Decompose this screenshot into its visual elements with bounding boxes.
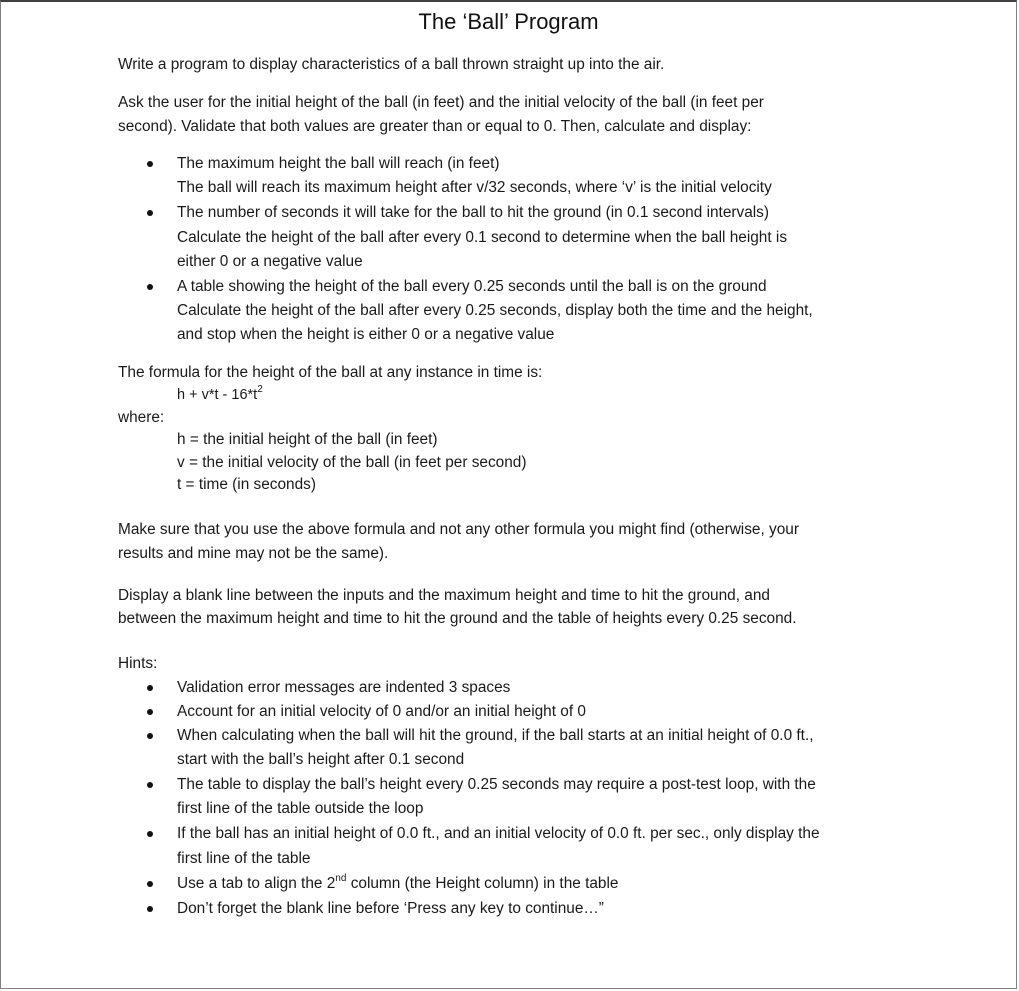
bullet-icon xyxy=(147,161,153,167)
ask-text-line-1: Ask the user for the initial height of the ball (in feet) and the initial velocity of the ball (in feet per xyxy=(118,94,764,111)
hint-7: Don’t forget the blank line before ‘Press any key to continue…” xyxy=(177,900,604,917)
hint-3-line-1: When calculating when the ball will hit the ground, if the ball starts at an initial height of 0.0 ft., xyxy=(177,727,814,744)
display-item-3-line-1: A table showing the height of the ball every 0.25 seconds until the ball is on the ground xyxy=(177,278,767,295)
formula-text: h + v*t - 16*t xyxy=(177,387,258,403)
hint-3-line-2: start with the ball’s height after 0.1 second xyxy=(177,751,465,768)
bullet-icon xyxy=(147,685,153,691)
bullet-icon xyxy=(147,210,153,216)
hints-label: Hints: xyxy=(118,655,158,672)
blank-line-text-2: between the maximum height and time to hit the ground and the table of heights every 0.25 second. xyxy=(118,610,797,627)
display-item-2-line-3: either 0 or a negative value xyxy=(177,253,363,270)
display-item-1-line-1: The maximum height the ball will reach (in feet) xyxy=(177,155,500,172)
display-item-1-line-2: The ball will reach its maximum height after v/32 seconds, where ‘v’ is the initial velocity xyxy=(177,179,772,196)
hint-4-line-1: The table to display the ball’s height every 0.25 seconds may require a post-test loop, with the xyxy=(177,776,816,793)
hint-5-line-1: If the ball has an initial height of 0.0 ft., and an initial velocity of 0.0 ft. per sec., only display the xyxy=(177,825,820,842)
makesure-line-1: Make sure that you use the above formula and not any other formula you might find (otherwise, your xyxy=(118,521,799,538)
display-item-2-line-2: Calculate the height of the ball after every 0.1 second to determine when the ball height is xyxy=(177,229,788,246)
display-item-3-line-3: and stop when the height is either 0 or a negative value xyxy=(177,326,555,343)
makesure-line-2: results and mine may not be the same). xyxy=(118,545,389,562)
formula-intro: The formula for the height of the ball at any instance in time is: xyxy=(118,364,543,381)
bullet-icon xyxy=(147,284,153,290)
hint-4-line-2: first line of the table outside the loop xyxy=(177,800,424,817)
hint-2: Account for an initial velocity of 0 and/or an initial height of 0 xyxy=(177,703,586,720)
hint-6 xyxy=(177,874,618,894)
hint-1: Validation error messages are indented 3 spaces xyxy=(177,679,511,696)
hint-6-sup: nd xyxy=(335,872,347,884)
blank-line-text-1: Display a blank line between the inputs and the maximum height and time to hit the ground, and xyxy=(118,587,770,604)
display-item-2-line-1: The number of seconds it will take for the ball to hit the ground (in 0.1 second intervals) xyxy=(177,204,769,221)
bullet-icon xyxy=(147,906,153,912)
ask-text-line-2: second). Validate that both values are greater than or equal to 0. Then, calculate and display: xyxy=(118,118,752,135)
hint-6-pre: Use a tab to align the 2 xyxy=(177,875,336,892)
formula xyxy=(177,385,263,405)
page-title: The ‘Ball’ Program xyxy=(418,9,599,34)
bullet-icon xyxy=(147,709,153,715)
formula-exponent: 2 xyxy=(257,384,263,396)
where-label: where: xyxy=(118,409,165,426)
definition-v: v = the initial velocity of the ball (in feet per second) xyxy=(177,454,527,471)
bullet-icon xyxy=(147,831,153,837)
bullet-icon xyxy=(147,881,153,887)
bullet-icon xyxy=(147,782,153,788)
bullet-icon xyxy=(147,733,153,739)
definition-h: h = the initial height of the ball (in feet) xyxy=(177,431,438,448)
intro-text: Write a program to display characteristics of a ball thrown straight up into the air. xyxy=(118,56,665,73)
display-item-3-line-2: Calculate the height of the ball after every 0.25 seconds, display both the time and the height, xyxy=(177,302,813,319)
hint-6-post: column (the Height column) in the table xyxy=(346,875,619,892)
hint-5-line-2: first line of the table xyxy=(177,850,311,867)
definition-t: t = time (in seconds) xyxy=(177,476,316,493)
